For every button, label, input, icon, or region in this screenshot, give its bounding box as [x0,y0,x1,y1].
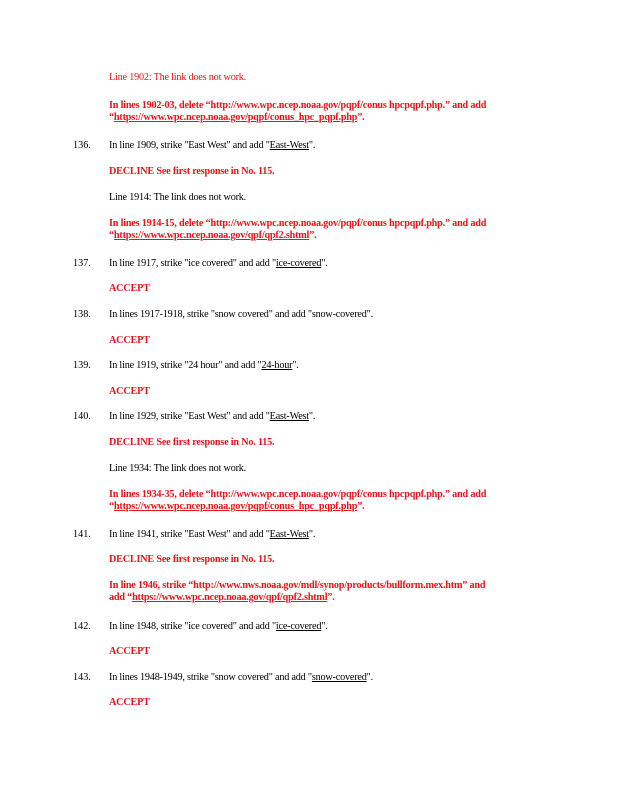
quote-open: add “ [109,592,133,603]
note-line-1914: Line 1914: The link does not work. [109,192,247,203]
fix-line-1934-b [109,501,579,513]
item-text-after: ". [366,672,373,683]
link-qpf2[interactable]: https://www.wpc.ncep.noaa.gov/qpf/qpf2.shtml [132,592,328,603]
item-text-138: In lines 1917-1918, strike "snow covered" and add "snow-covered". [109,309,373,320]
note-line-1902: Line 1902: The link does not work. [109,72,247,83]
item-text-before: In line 1919, strike "24 hour" and add " [109,360,262,371]
item-text-after: ". [308,411,316,422]
quote-open: “ [109,112,114,123]
quote-open: “ [109,230,114,241]
response-139: ACCEPT [109,386,150,397]
response-143: ACCEPT [109,697,150,708]
response-138: ACCEPT [109,335,150,346]
inserted-text: 24-hour [261,360,293,371]
item-text-after: ". [292,360,299,371]
fix-line-1902-b [109,112,579,124]
inserted-text: East-West [269,411,309,422]
response-142: ACCEPT [109,646,150,657]
item-text-137 [109,258,579,270]
item-text-after: ". [321,621,328,632]
inserted-text: snow-covered [311,672,367,683]
response-140: DECLINE See first response in No. 115. [109,437,275,448]
fix-line-1934-a: In lines 1934-35, delete “http://www.wpc.ncep.noaa.gov/pqpf/conus hpcpqpf.php.” and add [109,489,487,500]
inserted-text: ice-covered [275,258,322,269]
item-text-before: In line 1917, strike "ice covered" and add " [109,258,276,269]
item-number-143: 143. [73,672,91,683]
item-number-138: 138. [73,309,91,320]
fix-line-1914-b [109,230,579,242]
item-number-136: 136. [73,140,91,151]
item-text-140 [109,411,579,423]
item-text-before: In lines 1948-1949, strike "snow covered" and add " [109,672,312,683]
item-text-142 [109,621,579,633]
fix-line-1902-a: In lines 1902-03, delete “http://www.wpc.ncep.noaa.gov/pqpf/conus hpcpqpf.php.” and add [109,100,487,111]
inserted-text: East-West [269,529,309,540]
item-text-139 [109,360,579,372]
item-text-143 [109,672,579,684]
item-number-141: 141. [73,529,91,540]
response-141: DECLINE See first response in No. 115. [109,554,275,565]
item-text-before: In line 1948, strike "ice covered" and add " [109,621,276,632]
response-137: ACCEPT [109,283,150,294]
item-number-142: 142. [73,621,91,632]
quote-close: ”. [309,230,317,241]
quote-close: ”. [357,112,365,123]
item-text-136 [109,140,579,152]
item-text-before: In line 1941, strike "East West" and add " [109,529,270,540]
item-number-139: 139. [73,360,91,371]
response-136: DECLINE See first response in No. 115. [109,166,275,177]
item-text-after: ". [308,529,316,540]
item-text-before: In line 1929, strike "East West" and add " [109,411,270,422]
item-text-141 [109,529,579,541]
quote-close: ”. [357,501,365,512]
fix-line-1946-b [109,592,579,604]
fix-line-1914-a: In lines 1914-15, delete “http://www.wpc.ncep.noaa.gov/pqpf/conus hpcpqpf.php.” and add [109,218,487,229]
quote-open: “ [109,501,114,512]
link-conus-hpc-pqpf[interactable]: https://www.wpc.ncep.noaa.gov/pqpf/conus_hpc_pqpf.php [113,501,358,512]
note-line-1934: Line 1934: The link does not work. [109,463,247,474]
item-text-after: ". [321,258,328,269]
item-number-140: 140. [73,411,91,422]
item-number-137: 137. [73,258,91,269]
item-text-after: ". [308,140,316,151]
inserted-text: East-West [269,140,309,151]
link-conus-hpc-pqpf[interactable]: https://www.wpc.ncep.noaa.gov/pqpf/conus_hpc_pqpf.php [113,112,358,123]
inserted-text: ice-covered [275,621,322,632]
quote-close: ”. [327,592,335,603]
item-text-before: In line 1909, strike "East West" and add " [109,140,270,151]
fix-line-1946-a: In line 1946, strike “http://www.nws.noaa.gov/mdl/synop/products/bullform.mex.htm” and [109,580,486,591]
link-qpf2[interactable]: https://www.wpc.ncep.noaa.gov/qpf/qpf2.shtml [113,230,310,241]
